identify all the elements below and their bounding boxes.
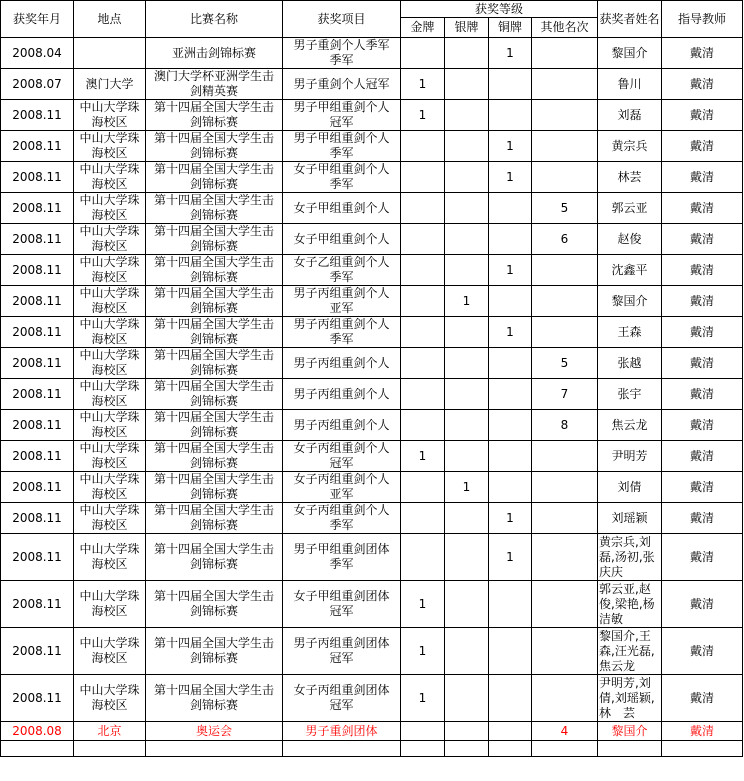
cell-place: 中山大学珠 海校区 [74,131,146,162]
cell-date: 2008.07 [1,69,74,100]
cell-bronze: 1 [489,503,532,534]
cell-gold: 1 [401,581,445,628]
header-coach: 指导教师 [662,1,743,38]
cell-silver [445,628,489,675]
cell-gold [401,379,445,410]
table-row [1,410,743,441]
table-row [1,224,743,255]
cell-date: 2008.11 [1,581,74,628]
cell-other [532,69,598,100]
cell-coach: 戴清 [662,162,743,193]
cell-date: 2008.11 [1,317,74,348]
cell-event: 女子丙组重剑个人 季军 [283,503,401,534]
cell-bronze [489,100,532,131]
cell-bronze [489,286,532,317]
cell-date: 2008.11 [1,255,74,286]
cell-place: 中山大学珠 海校区 [74,255,146,286]
cell-date: 2008.08 [1,722,74,741]
cell-gold: 1 [401,675,445,722]
cell-event: 女子甲组重剑团体 冠军 [283,581,401,628]
cell-place: 中山大学珠 海校区 [74,100,146,131]
cell-bronze [489,193,532,224]
cell-coach: 戴清 [662,255,743,286]
cell-winner: 焦云龙 [598,410,662,441]
cell-bronze: 1 [489,162,532,193]
cell-event: 男子重剑个人冠军 [283,69,401,100]
cell-event: 女子乙组重剑个人 季军 [283,255,401,286]
cell-silver [445,100,489,131]
cell-place: 中山大学珠 海校区 [74,286,146,317]
cell-competition: 第十四届全国大学生击 剑锦标赛 [146,441,283,472]
empty-cell [662,741,743,757]
cell-coach: 戴清 [662,131,743,162]
cell-silver: 1 [445,286,489,317]
cell-competition: 第十四届全国大学生击 剑锦标赛 [146,581,283,628]
cell-gold: 1 [401,628,445,675]
cell-gold [401,162,445,193]
cell-place: 中山大学珠 海校区 [74,534,146,581]
cell-competition: 第十四届全国大学生击 剑锦标赛 [146,255,283,286]
cell-competition: 第十四届全国大学生击 剑锦标赛 [146,675,283,722]
cell-event: 女子甲组重剑个人 [283,224,401,255]
cell-place: 中山大学珠 海校区 [74,628,146,675]
cell-date: 2008.11 [1,534,74,581]
cell-winner: 林芸 [598,162,662,193]
cell-other [532,286,598,317]
cell-event: 男子丙组重剑个人 亚军 [283,286,401,317]
cell-bronze: 1 [489,255,532,286]
cell-other [532,675,598,722]
cell-silver [445,675,489,722]
table-row [1,441,743,472]
cell-bronze [489,472,532,503]
cell-coach: 戴清 [662,628,743,675]
header-place: 地点 [74,1,146,38]
cell-event: 男子丙组重剑个人 [283,379,401,410]
cell-other: 6 [532,224,598,255]
header-competition: 比赛名称 [146,1,283,38]
cell-competition: 第十四届全国大学生击 剑锦标赛 [146,348,283,379]
cell-place: 中山大学珠 海校区 [74,581,146,628]
table-row [1,255,743,286]
cell-coach: 戴清 [662,317,743,348]
cell-other [532,100,598,131]
cell-gold [401,255,445,286]
cell-competition: 第十四届全国大学生击 剑锦标赛 [146,193,283,224]
cell-place: 中山大学珠 海校区 [74,193,146,224]
cell-coach: 戴清 [662,193,743,224]
cell-silver [445,534,489,581]
header-bronze: 铜牌 [489,18,532,38]
cell-gold [401,317,445,348]
cell-silver [445,193,489,224]
cell-winner: 郭云亚,赵 俊,梁艳,杨 洁敏 [598,581,662,628]
header-level: 获奖等级 [401,1,598,18]
table-row [1,628,743,675]
cell-winner: 黎国介 [598,722,662,741]
cell-other [532,628,598,675]
cell-coach: 戴清 [662,379,743,410]
table-row [1,534,743,581]
cell-bronze [489,722,532,741]
empty-cell [598,741,662,757]
cell-date: 2008.11 [1,472,74,503]
empty-cell [283,741,401,757]
cell-other: 7 [532,379,598,410]
cell-place [74,38,146,69]
cell-winner: 黄宗兵,刘 磊,汤初,张 庆庆 [598,534,662,581]
cell-place: 中山大学珠 海校区 [74,224,146,255]
cell-bronze [489,441,532,472]
table-row [1,379,743,410]
cell-competition: 澳门大学杯亚洲学生击 剑精英赛 [146,69,283,100]
cell-coach: 戴清 [662,581,743,628]
cell-coach: 戴清 [662,410,743,441]
cell-date: 2008.11 [1,675,74,722]
cell-bronze: 1 [489,534,532,581]
cell-event: 女子丙组重剑团体 冠军 [283,675,401,722]
cell-bronze [489,379,532,410]
cell-winner: 尹明芳,刘 倩,刘瑶颖, 林 芸 [598,675,662,722]
cell-coach: 戴清 [662,722,743,741]
cell-competition: 第十四届全国大学生击 剑锦标赛 [146,131,283,162]
cell-winner: 黎国介 [598,38,662,69]
cell-date: 2008.11 [1,379,74,410]
cell-bronze [489,628,532,675]
cell-competition: 第十四届全国大学生击 剑锦标赛 [146,472,283,503]
cell-coach: 戴清 [662,441,743,472]
cell-place: 中山大学珠 海校区 [74,379,146,410]
cell-silver [445,722,489,741]
cell-gold: 1 [401,100,445,131]
cell-silver [445,69,489,100]
cell-winner: 尹明芳 [598,441,662,472]
cell-event: 女子丙组重剑个人 亚军 [283,472,401,503]
cell-other [532,503,598,534]
empty-cell [146,741,283,757]
cell-competition: 第十四届全国大学生击 剑锦标赛 [146,379,283,410]
cell-coach: 戴清 [662,348,743,379]
cell-gold [401,38,445,69]
cell-date: 2008.11 [1,441,74,472]
table-row [1,38,743,69]
cell-silver [445,410,489,441]
cell-gold [401,131,445,162]
cell-gold [401,410,445,441]
cell-winner: 黄宗兵 [598,131,662,162]
cell-place: 中山大学珠 海校区 [74,675,146,722]
cell-gold [401,224,445,255]
cell-event: 男子丙组重剑个人 [283,348,401,379]
cell-coach: 戴清 [662,69,743,100]
cell-place: 澳门大学 [74,69,146,100]
cell-coach: 戴清 [662,503,743,534]
cell-place: 中山大学珠 海校区 [74,317,146,348]
cell-date: 2008.11 [1,503,74,534]
cell-bronze: 1 [489,131,532,162]
header-gold: 金牌 [401,18,445,38]
cell-other: 5 [532,193,598,224]
cell-place: 中山大学珠 海校区 [74,441,146,472]
cell-date: 2008.11 [1,628,74,675]
cell-gold [401,286,445,317]
cell-bronze: 1 [489,38,532,69]
cell-event: 男子甲组重剑团体 季军 [283,534,401,581]
cell-place: 中山大学珠 海校区 [74,162,146,193]
table-row [1,162,743,193]
cell-silver [445,131,489,162]
cell-competition: 第十四届全国大学生击 剑锦标赛 [146,162,283,193]
cell-other [532,131,598,162]
cell-other [532,534,598,581]
cell-bronze [489,675,532,722]
cell-other: 5 [532,348,598,379]
cell-competition: 第十四届全国大学生击 剑锦标赛 [146,410,283,441]
cell-date: 2008.04 [1,38,74,69]
cell-winner: 沈鑫平 [598,255,662,286]
table-row [1,131,743,162]
table-row [1,675,743,722]
cell-event: 男子丙组重剑团体 冠军 [283,628,401,675]
table-tail [1,741,743,757]
cell-place: 北京 [74,722,146,741]
empty-cell [1,741,74,757]
cell-silver [445,379,489,410]
cell-date: 2008.11 [1,162,74,193]
cell-place: 中山大学珠 海校区 [74,503,146,534]
cell-winner: 黎国介,王 森,汪光磊, 焦云龙 [598,628,662,675]
cell-competition: 第十四届全国大学生击 剑锦标赛 [146,224,283,255]
cell-other [532,441,598,472]
header-event: 获奖项目 [283,1,401,38]
cell-bronze [489,581,532,628]
cell-date: 2008.11 [1,286,74,317]
cell-place: 中山大学珠 海校区 [74,410,146,441]
empty-cell [74,741,146,757]
cell-bronze [489,348,532,379]
cell-silver [445,348,489,379]
cell-gold: 1 [401,441,445,472]
cell-winner: 刘磊 [598,100,662,131]
header-silver: 银牌 [445,18,489,38]
cell-silver [445,255,489,286]
cell-winner: 刘倩 [598,472,662,503]
empty-cell [489,741,532,757]
cell-place: 中山大学珠 海校区 [74,348,146,379]
cell-event: 男子重剑团体 [283,722,401,741]
cell-event: 男子重剑个人季军 季军 [283,38,401,69]
table-row [1,193,743,224]
table-row [1,581,743,628]
cell-other [532,38,598,69]
header-date: 获奖年月 [1,1,74,38]
cell-other [532,581,598,628]
cell-gold [401,472,445,503]
table-row [1,472,743,503]
cell-other [532,162,598,193]
cell-bronze [489,224,532,255]
cell-silver [445,317,489,348]
table-body [1,38,743,741]
cell-event: 女子丙组重剑个人 冠军 [283,441,401,472]
cell-competition: 亚洲击剑锦标赛 [146,38,283,69]
cell-event: 男子甲组重剑个人 季军 [283,131,401,162]
cell-event: 男子丙组重剑个人 季军 [283,317,401,348]
cell-competition: 第十四届全国大学生击 剑锦标赛 [146,286,283,317]
cell-event: 男子甲组重剑个人 冠军 [283,100,401,131]
cell-coach: 戴清 [662,472,743,503]
cell-date: 2008.11 [1,131,74,162]
cell-silver [445,441,489,472]
cell-other [532,472,598,503]
cell-place: 中山大学珠 海校区 [74,472,146,503]
cell-event: 女子甲组重剑个人 [283,193,401,224]
cell-coach: 戴清 [662,675,743,722]
empty-cell [445,741,489,757]
cell-other: 8 [532,410,598,441]
cell-gold: 1 [401,69,445,100]
cell-coach: 戴清 [662,224,743,255]
cell-silver [445,581,489,628]
cell-silver [445,503,489,534]
cell-date: 2008.11 [1,193,74,224]
cell-event: 女子甲组重剑个人 季军 [283,162,401,193]
cell-silver: 1 [445,472,489,503]
cell-competition: 第十四届全国大学生击 剑锦标赛 [146,534,283,581]
empty-cell [532,741,598,757]
cell-coach: 戴清 [662,286,743,317]
cell-competition: 奥运会 [146,722,283,741]
table-row [1,503,743,534]
cell-date: 2008.11 [1,100,74,131]
table-row [1,100,743,131]
cell-date: 2008.11 [1,410,74,441]
cell-competition: 第十四届全国大学生击 剑锦标赛 [146,317,283,348]
cell-winner: 郭云亚 [598,193,662,224]
cell-other [532,255,598,286]
cell-winner: 赵俊 [598,224,662,255]
cell-bronze: 1 [489,317,532,348]
cell-gold [401,193,445,224]
table-row [1,286,743,317]
cell-bronze [489,410,532,441]
table-row [1,69,743,100]
table-row [1,722,743,741]
cell-silver [445,162,489,193]
header-row-top [1,1,743,18]
cell-coach: 戴清 [662,38,743,69]
cell-winner: 王森 [598,317,662,348]
cell-coach: 戴清 [662,100,743,131]
cell-competition: 第十四届全国大学生击 剑锦标赛 [146,628,283,675]
cell-other: 4 [532,722,598,741]
header-other: 其他名次 [532,18,598,38]
cell-winner: 鲁川 [598,69,662,100]
cell-gold [401,534,445,581]
header-winner: 获奖者姓名 [598,1,662,38]
cell-other [532,317,598,348]
cell-competition: 第十四届全国大学生击 剑锦标赛 [146,503,283,534]
cell-coach: 戴清 [662,534,743,581]
cell-silver [445,224,489,255]
cell-gold [401,722,445,741]
cell-gold [401,348,445,379]
cell-competition: 第十四届全国大学生击 剑锦标赛 [146,100,283,131]
cell-winner: 黎国介 [598,286,662,317]
table-row [1,317,743,348]
empty-cell [401,741,445,757]
cell-silver [445,38,489,69]
cell-winner: 刘瑶颖 [598,503,662,534]
cell-date: 2008.11 [1,224,74,255]
cell-bronze [489,69,532,100]
cell-winner: 张宇 [598,379,662,410]
cell-winner: 张越 [598,348,662,379]
cell-event: 男子丙组重剑个人 [283,410,401,441]
table-row [1,348,743,379]
cell-date: 2008.11 [1,348,74,379]
cell-gold [401,503,445,534]
empty-row [1,741,743,757]
